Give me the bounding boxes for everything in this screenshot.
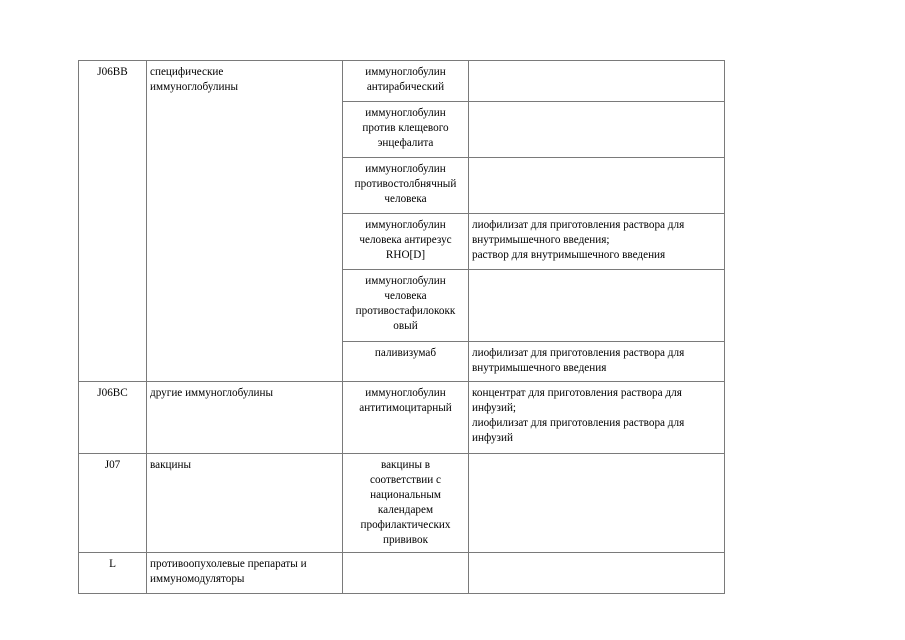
atc-code-cell: L — [79, 553, 147, 594]
text-line: иммуноглобулин — [365, 387, 446, 399]
text-line: соответствии с — [370, 474, 441, 486]
text-line: противостолбнячный — [354, 178, 457, 190]
table-row — [79, 454, 725, 553]
text-line: антирабический — [366, 81, 445, 93]
dosage-form-cell — [469, 553, 725, 594]
text-line: национальным — [370, 489, 441, 501]
table-body — [79, 61, 725, 594]
text-line: RHO[D] — [385, 249, 426, 261]
drug-name-cell — [343, 270, 469, 342]
text-line: лиофилизат для приготовления раствора для — [472, 347, 685, 359]
group-name-cell — [147, 553, 343, 594]
text-line: инфузий; — [472, 402, 517, 414]
text-line: концентрат для приготовления раствора для — [472, 387, 682, 399]
text-line: вакцины в — [380, 459, 431, 471]
dosage-form-cell — [469, 270, 725, 342]
text-line: другие иммуноглобулины — [150, 387, 274, 399]
group-name-cell — [147, 61, 343, 382]
text-line: прививок — [382, 534, 429, 546]
drug-name-cell — [343, 342, 469, 382]
dosage-form-cell — [469, 342, 725, 382]
text-line: энцефалита — [377, 137, 434, 149]
text-line: антитимоцитарный — [359, 402, 452, 414]
table-row — [79, 61, 725, 102]
dosage-form-cell — [469, 382, 725, 454]
text-line: внутримышечного введения; — [472, 234, 610, 246]
text-line: инфузий — [472, 432, 513, 444]
drug-name-cell — [343, 553, 469, 594]
text-line: иммуноглобулин — [365, 275, 446, 287]
text-line: календарем — [377, 504, 434, 516]
text-line: иммуноглобулин — [365, 219, 446, 231]
text-line: овый — [393, 320, 418, 332]
drug-name-cell — [343, 61, 469, 102]
dosage-form-cell — [469, 454, 725, 553]
text-line: лиофилизат для приготовления раствора для — [472, 219, 685, 231]
dosage-form-cell — [469, 158, 725, 214]
text-line: профилактических — [360, 519, 451, 531]
group-name-cell — [147, 382, 343, 454]
text-line: паливизумаб — [374, 347, 437, 359]
dosage-form-cell — [469, 214, 725, 270]
text-line: иммуноглобулин — [365, 66, 446, 78]
text-line: раствор для внутримышечного введения — [472, 249, 666, 261]
text-line: иммуноглобулин — [365, 163, 446, 175]
table-row — [79, 382, 725, 454]
atc-code-cell: J07 — [79, 454, 147, 553]
text-line: специфические — [150, 66, 224, 78]
text-line: внутримышечного введения — [472, 362, 607, 374]
text-line: иммуноглобулины — [150, 81, 238, 93]
drug-name-cell — [343, 214, 469, 270]
text-line: иммуноглобулин — [365, 107, 446, 119]
text-line: противостафилококк — [355, 305, 456, 317]
table-row — [79, 553, 725, 594]
text-line: противоопухолевые препараты и — [150, 558, 307, 570]
group-name-cell — [147, 454, 343, 553]
drug-name-cell — [343, 158, 469, 214]
text-line: вакцины — [150, 459, 192, 471]
text-line: человека — [384, 193, 427, 205]
drug-table — [78, 60, 725, 594]
atc-code-cell: J06BC — [79, 382, 147, 454]
text-line: против клещевого — [362, 122, 449, 134]
text-line: человека антирезус — [359, 234, 452, 246]
text-line: человека — [384, 290, 427, 302]
text-line: лиофилизат для приготовления раствора для — [472, 417, 685, 429]
dosage-form-cell — [469, 102, 725, 158]
text-line: иммуномодуляторы — [150, 573, 245, 585]
drug-name-cell — [343, 382, 469, 454]
drug-name-cell — [343, 454, 469, 553]
atc-code-cell: J06BB — [79, 61, 147, 382]
drug-name-cell — [343, 102, 469, 158]
dosage-form-cell — [469, 61, 725, 102]
